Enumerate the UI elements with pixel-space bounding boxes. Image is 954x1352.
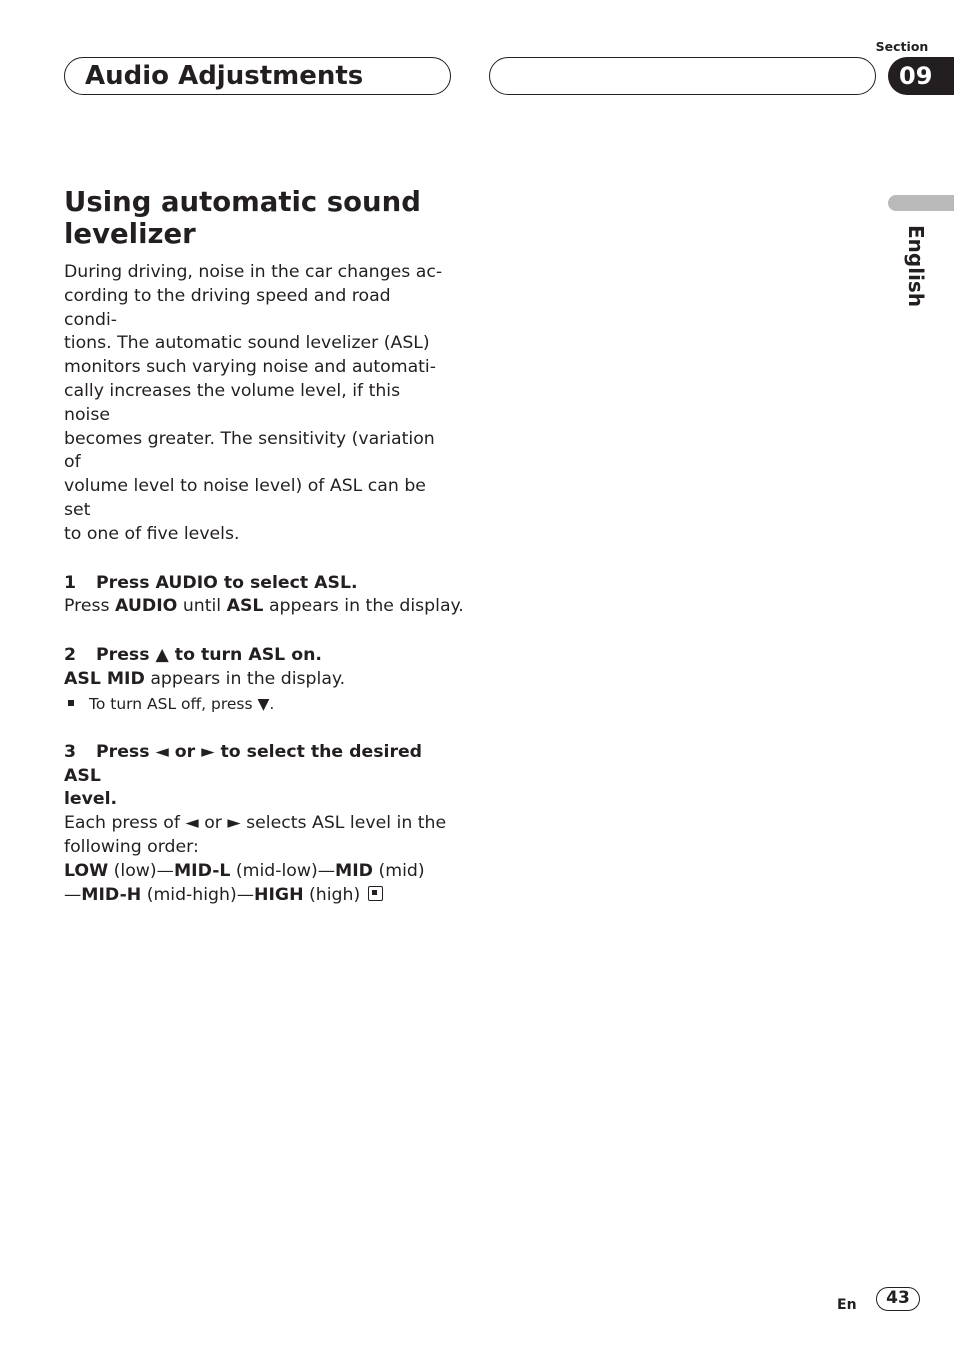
- page-number: 43: [876, 1287, 920, 1311]
- language-label: English: [904, 225, 928, 308]
- level-low: LOW: [64, 860, 109, 881]
- step-3-body-line-1: Each press of ◄ or ► selects ASL level in the: [64, 813, 447, 834]
- intro-line: volume level to noise level) of ASL can be set: [64, 476, 426, 520]
- section-title: Audio Adjustments: [85, 61, 364, 91]
- step-1-body: [64, 595, 464, 619]
- section-label: Section: [875, 39, 929, 54]
- step-2-note: [64, 692, 454, 716]
- step-2-body-text: appears in the display.: [144, 668, 346, 689]
- intro-line: monitors such varying noise and automati-: [64, 357, 436, 378]
- intro-paragraph: [64, 261, 449, 547]
- step-1-body-text: Press: [64, 596, 115, 617]
- level-high: HIGH: [254, 884, 304, 905]
- intro-line: cording to the driving speed and road condi-: [64, 285, 391, 330]
- blank-header-pill: [489, 57, 876, 95]
- step-number: 1: [64, 572, 77, 593]
- level-high-desc: (high): [303, 884, 366, 905]
- level-mid: MID: [335, 860, 374, 881]
- step-3-heading-line-2: level.: [64, 789, 118, 810]
- step-1-body-text: until: [177, 596, 227, 617]
- article: [64, 186, 464, 907]
- step-2-heading: [64, 644, 454, 668]
- level-mid-desc: (mid): [373, 860, 425, 881]
- step-3-heading: [64, 741, 454, 812]
- section-number-badge: 09: [888, 57, 954, 95]
- asl-keyword: ASL: [226, 596, 264, 617]
- step-2-note-text: To turn ASL off, press ▼.: [89, 694, 275, 713]
- section-title-pill: [64, 57, 451, 95]
- step-3-body: [64, 812, 454, 907]
- level-mid-h: MID-H: [81, 884, 142, 905]
- step-1-heading-text: Press AUDIO to select ASL.: [96, 572, 358, 593]
- audio-keyword: AUDIO: [114, 596, 178, 617]
- page-heading-line-1: Using automatic sound: [64, 186, 421, 218]
- end-of-section-icon: [368, 886, 383, 901]
- level-low-desc: (low)—: [108, 860, 174, 881]
- step-number: 3: [64, 741, 77, 762]
- intro-line: cally increases the volume level, if this noise: [64, 380, 401, 425]
- step-2-heading-text: Press ▲ to turn ASL on.: [96, 645, 322, 666]
- intro-line: to one of five levels.: [64, 523, 240, 544]
- level-mid-h-desc: (mid-high)—: [141, 884, 254, 905]
- step-number: 2: [64, 645, 77, 666]
- level-mid-l: MID-L: [173, 860, 231, 881]
- step-1-heading: [64, 572, 454, 596]
- level-mid-l-desc: (mid-low)—: [230, 860, 336, 881]
- level-dash: —: [64, 884, 82, 905]
- step-3-body-line-2: following order:: [64, 836, 199, 857]
- intro-line: becomes greater. The sensitivity (variation of: [64, 428, 435, 473]
- page-heading: [64, 186, 454, 250]
- intro-line: During driving, noise in the car changes ac-: [64, 262, 443, 282]
- asl-mid-keyword: ASL MID: [64, 668, 145, 689]
- step-1-body-text: appears in the display.: [263, 596, 464, 617]
- language-tab: [888, 195, 954, 211]
- square-bullet-icon: [68, 700, 74, 706]
- step-3-heading-line-1: Press ◄ or ► to select the desired ASL: [64, 741, 423, 786]
- step-2-body: [64, 668, 454, 692]
- footer-language-code: En: [837, 1297, 857, 1313]
- intro-line: tions. The automatic sound levelizer (ASL): [64, 333, 430, 354]
- page-heading-line-2: levelizer: [64, 218, 196, 250]
